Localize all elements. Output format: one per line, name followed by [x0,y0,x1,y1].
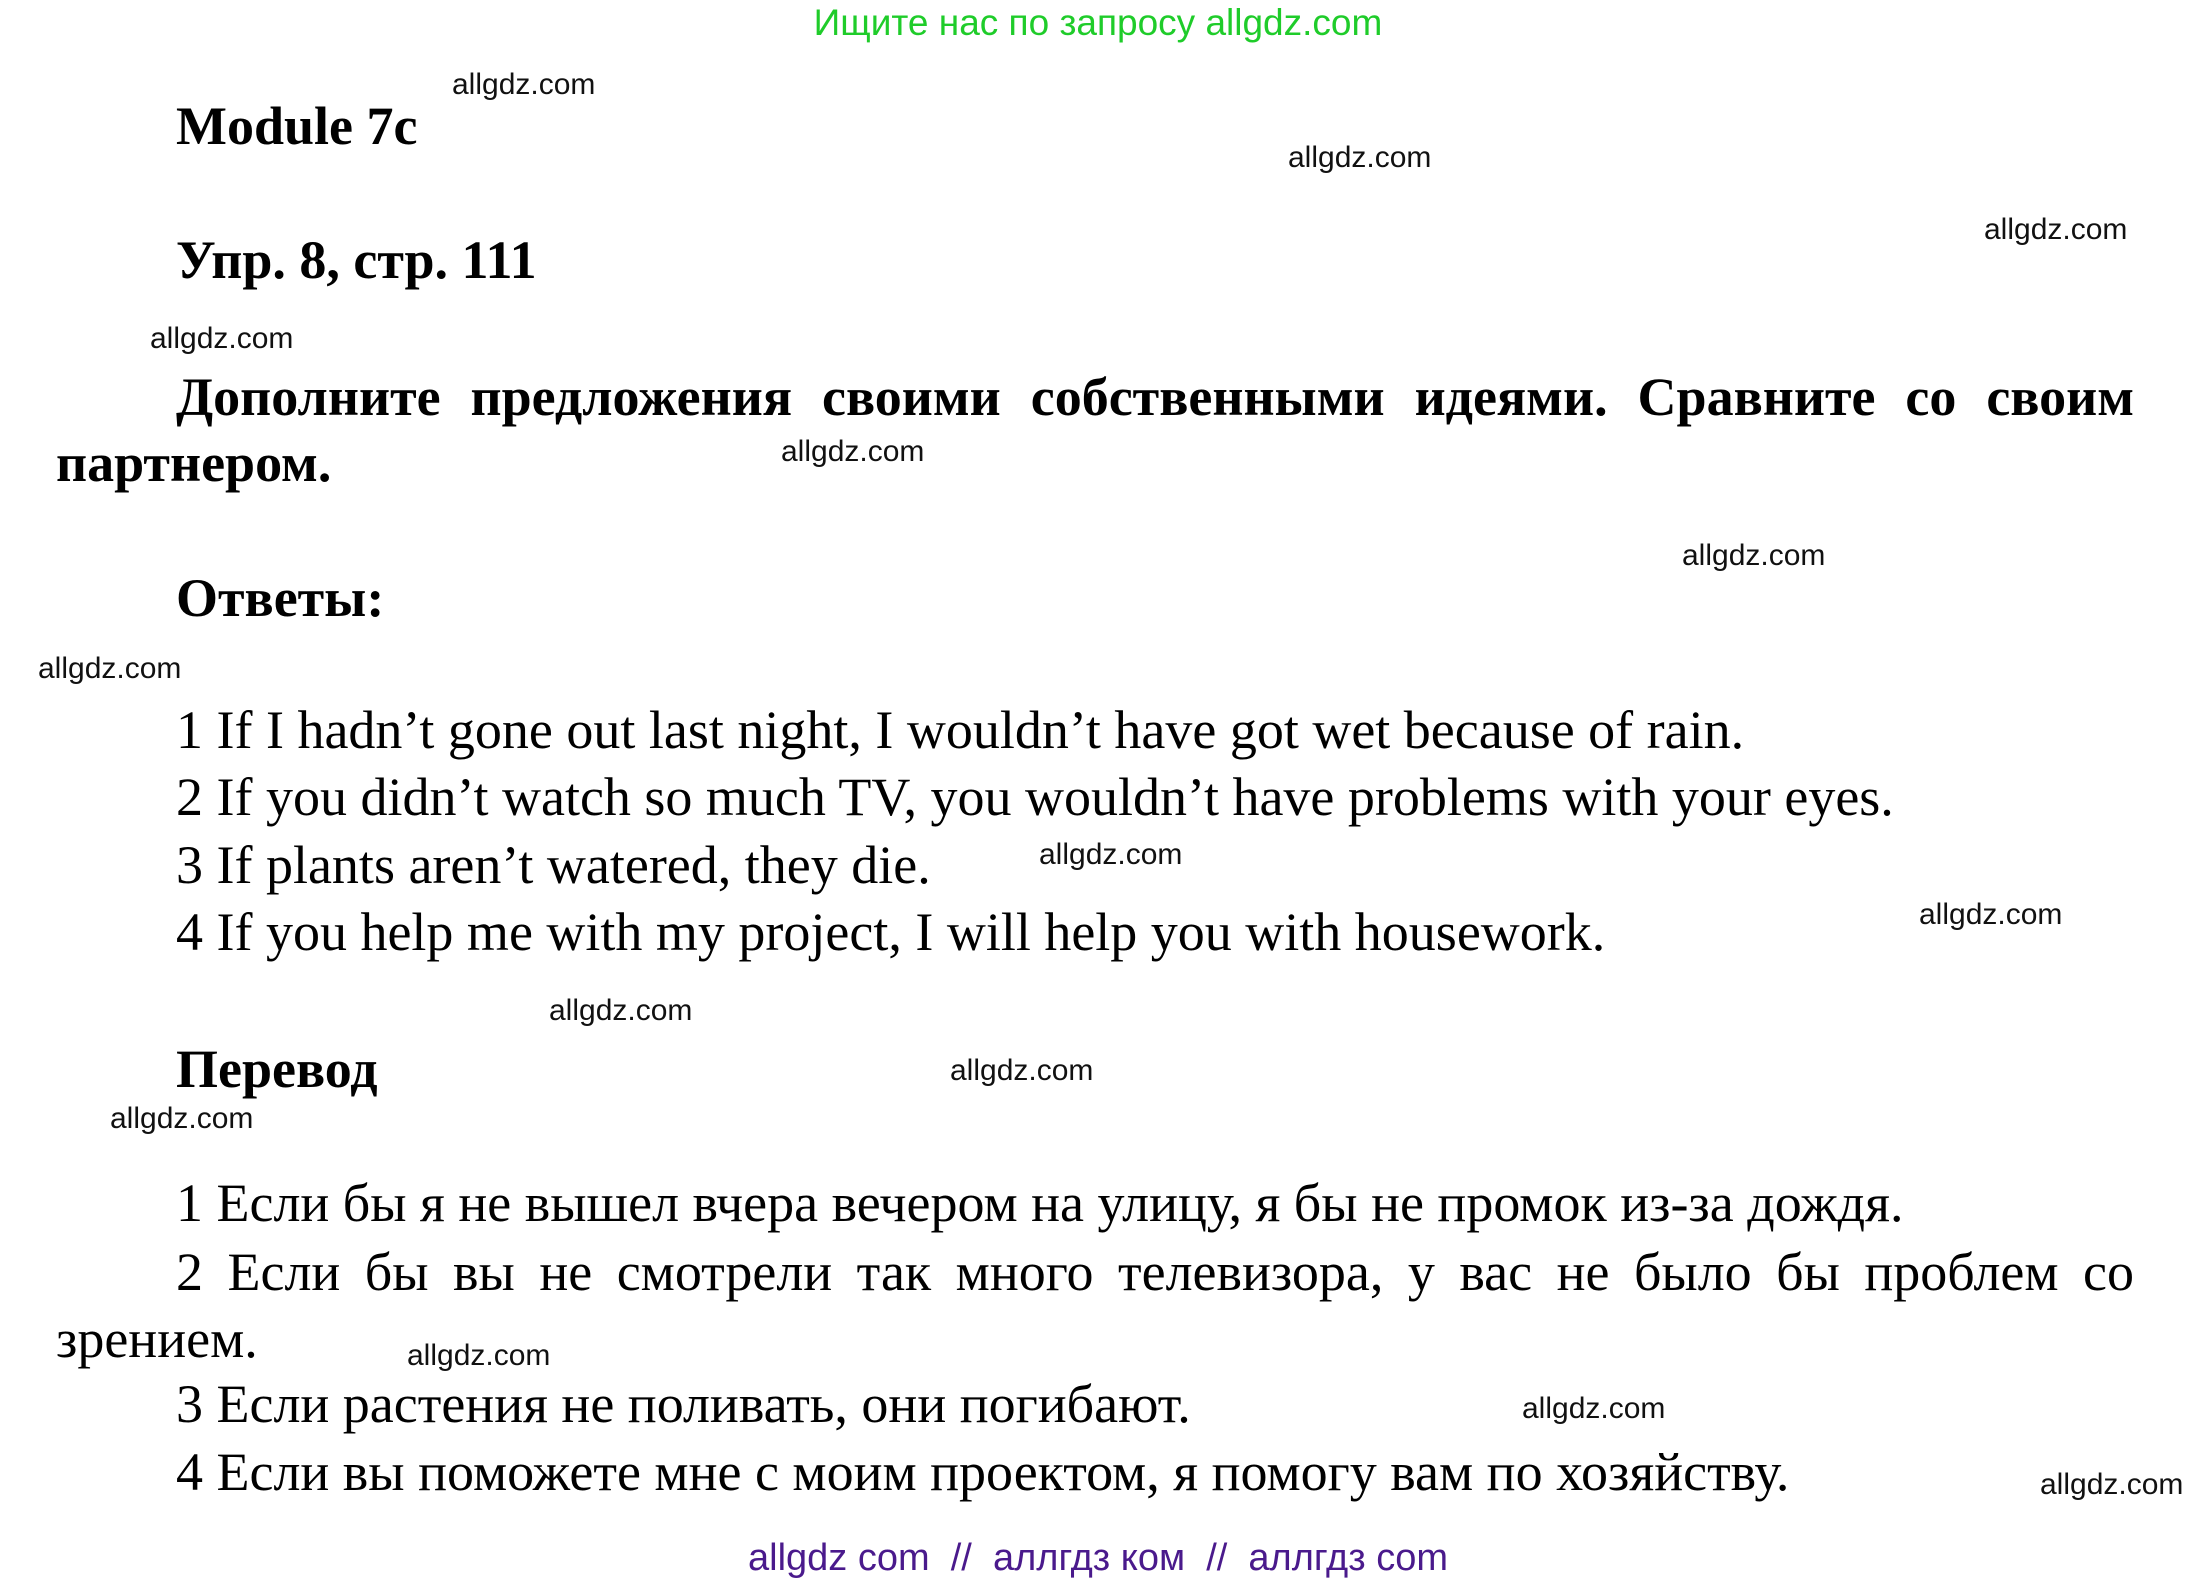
module-title: Module 7c [176,96,418,156]
translation-line: 4 Если вы поможете мне с моим проектом, я помогу вам по хозяйству. [176,1442,1790,1502]
watermark: allgdz.com [1984,213,2128,246]
exercise-instruction: Дополните предложения своими собственными идеями. Сравните со своим партнером. [56,367,2134,493]
answer-line: 4 If you help me with my project, I will help you with housework. [176,902,1606,962]
watermark: allgdz.com [1288,141,1432,174]
footer-links: allgdz com // аллгдз ком // аллгдз com [748,1537,1448,1579]
exercise-reference: Упр. 8, стр. 111 [176,230,537,290]
translation-line: 1 Если бы я не вышел вчера вечером на улицу, я бы не промок из-за дождя. [176,1173,1904,1233]
watermark: allgdz.com [1039,838,1183,871]
watermark: allgdz.com [452,68,596,101]
watermark: allgdz.com [781,435,925,468]
answer-line: 1 If I hadn’t gone out last night, I wouldn’t have got wet because of rain. [176,700,1745,760]
translation-line: 3 Если растения не поливать, они погибают. [176,1374,1191,1434]
watermark: allgdz.com [1682,539,1826,572]
watermark: allgdz.com [407,1339,551,1372]
watermark: allgdz.com [1919,898,2063,931]
search-banner: Ищите нас по запросу allgdz.com [813,2,1383,43]
answers-heading: Ответы: [176,568,385,628]
answer-line: 2 If you didn’t watch so much TV, you wouldn’t have problems with your eyes. [176,767,1894,827]
watermark: allgdz.com [1522,1392,1666,1425]
watermark: allgdz.com [950,1054,1094,1087]
watermark: allgdz.com [549,994,693,1027]
watermark: allgdz.com [150,322,294,355]
watermark: allgdz.com [110,1102,254,1135]
translation-heading: Перевод [176,1039,378,1099]
translation-line: 2 Если бы вы не смотрели так много телевизора, у вас не было бы проблем со зрением. [56,1242,2134,1369]
answer-line: 3 If plants aren’t watered, they die. [176,835,931,895]
watermark: allgdz.com [38,652,182,685]
watermark: allgdz.com [2040,1468,2184,1501]
